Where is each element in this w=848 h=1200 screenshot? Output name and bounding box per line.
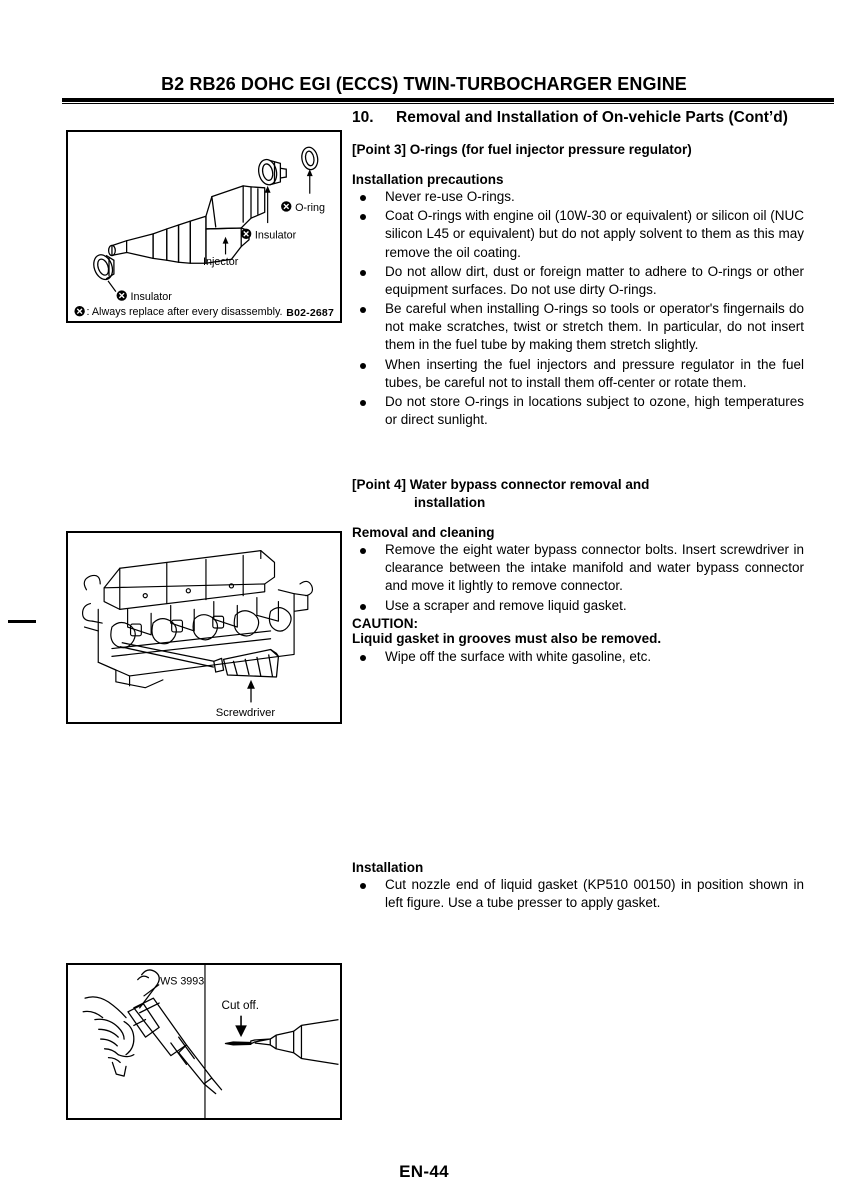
list-item: Cut nozzle end of liquid gasket (KP510 00150) in position shown in left figure. Use a tube presser to apply gasket.: [352, 876, 804, 912]
list-item: Never re-use O-rings.: [352, 188, 804, 206]
header-rule: [62, 98, 834, 102]
section-number: 10.: [352, 109, 374, 126]
replace-symbol-icon: [74, 306, 84, 316]
label-injector: Injector: [203, 256, 239, 269]
list-item: Wipe off the surface with white gasoline, etc.: [352, 648, 804, 666]
point4-bullet-list-after-caution: [352, 648, 804, 666]
section-spacer: [352, 430, 804, 463]
point3-subheading: Installation precautions: [352, 172, 504, 188]
list-item: Be careful when installing O-rings so tools or operator's fingernails do not make scratches, twist or stretch them. In particular, do not insert them in the fuel tube by making them stretch slightly.: [352, 300, 804, 354]
installation-bullet-list: [352, 876, 804, 912]
list-item: Remove the eight water bypass connector bolts. Insert screwdriver in clearance between the intake manifold and water bypass connector and move it lightly to remove connector.: [352, 541, 804, 595]
point4-bullet-list: [352, 541, 804, 615]
list-item: Do not allow dirt, dust or foreign matter to adhere to O-rings or other equipment surfaces. Do not use dirty O-rings.: [352, 263, 804, 299]
label-replace-note: : Always replace after every disassembly.: [86, 306, 283, 319]
label-insulator-right: Insulator: [254, 229, 297, 242]
section-title-row: [352, 108, 804, 128]
point4-heading: [352, 476, 804, 512]
list-item: Coat O-rings with engine oil (10W-30 or equivalent) or silicon oil (NUC silicon L45 or equivalent) but do not apply solvent to them as this may remove the oil coating.: [352, 207, 804, 261]
fuel-injector-drawing: [68, 132, 340, 321]
list-item: Do not store O-rings in locations subject to ozone, high temperatures or direct sunlight.: [352, 393, 804, 429]
label-screwdriver: Screwdriver: [215, 707, 276, 720]
caution-text: Liquid gasket in grooves must also be removed.: [352, 630, 662, 646]
list-item: When inserting the fuel injectors and pressure regulator in the fuel tubes, be careful not to install them off-center or rotate them.: [352, 356, 804, 392]
point3-bullet-list: [352, 188, 804, 429]
page-header-title: B2 RB26 DOHC EGI (ECCS) TWIN-TURBOCHARGER ENGINE: [161, 74, 687, 94]
point3-heading: [Point 3] O-rings (for fuel injector pressure regulator): [352, 142, 692, 158]
cylinder-head-drawing: [68, 533, 340, 722]
figure-water-bypass-removal: [66, 531, 342, 724]
figure-fuel-injector: [66, 130, 342, 323]
tube-presser-drawing: [68, 965, 340, 1118]
replace-symbol-icon: [281, 201, 291, 211]
content-column: [352, 108, 804, 913]
figure-liquid-gasket-nozzle: [66, 963, 342, 1120]
label-o-ring: O-ring: [295, 201, 325, 214]
section-title: Removal and Installation of On-vehicle Parts (Cont’d): [396, 109, 788, 126]
list-item: Use a scraper and remove liquid gasket.: [352, 597, 804, 615]
caution-label: CAUTION:: [352, 615, 418, 631]
label-insulator-left: Insulator: [130, 290, 172, 303]
figure-code-injector: B02-2687: [286, 307, 334, 319]
label-cut-off: Cut off.: [221, 998, 260, 1012]
replace-symbol-icon: [117, 290, 127, 300]
header-rule-thin: [62, 103, 834, 104]
point4-subheading: Removal and cleaning: [352, 525, 495, 541]
margin-tick-mark: [8, 620, 36, 623]
label-tool-number: WS 3993: [160, 975, 205, 988]
point4-heading-line2: installation: [414, 495, 486, 511]
point4-heading-line1: [Point 4] Water bypass connector removal and: [352, 477, 650, 493]
replace-symbol-icon: [241, 229, 251, 239]
installation-subheading: Installation: [352, 859, 424, 875]
section-spacer: [352, 667, 804, 847]
page-footer: EN-44: [399, 1162, 449, 1181]
